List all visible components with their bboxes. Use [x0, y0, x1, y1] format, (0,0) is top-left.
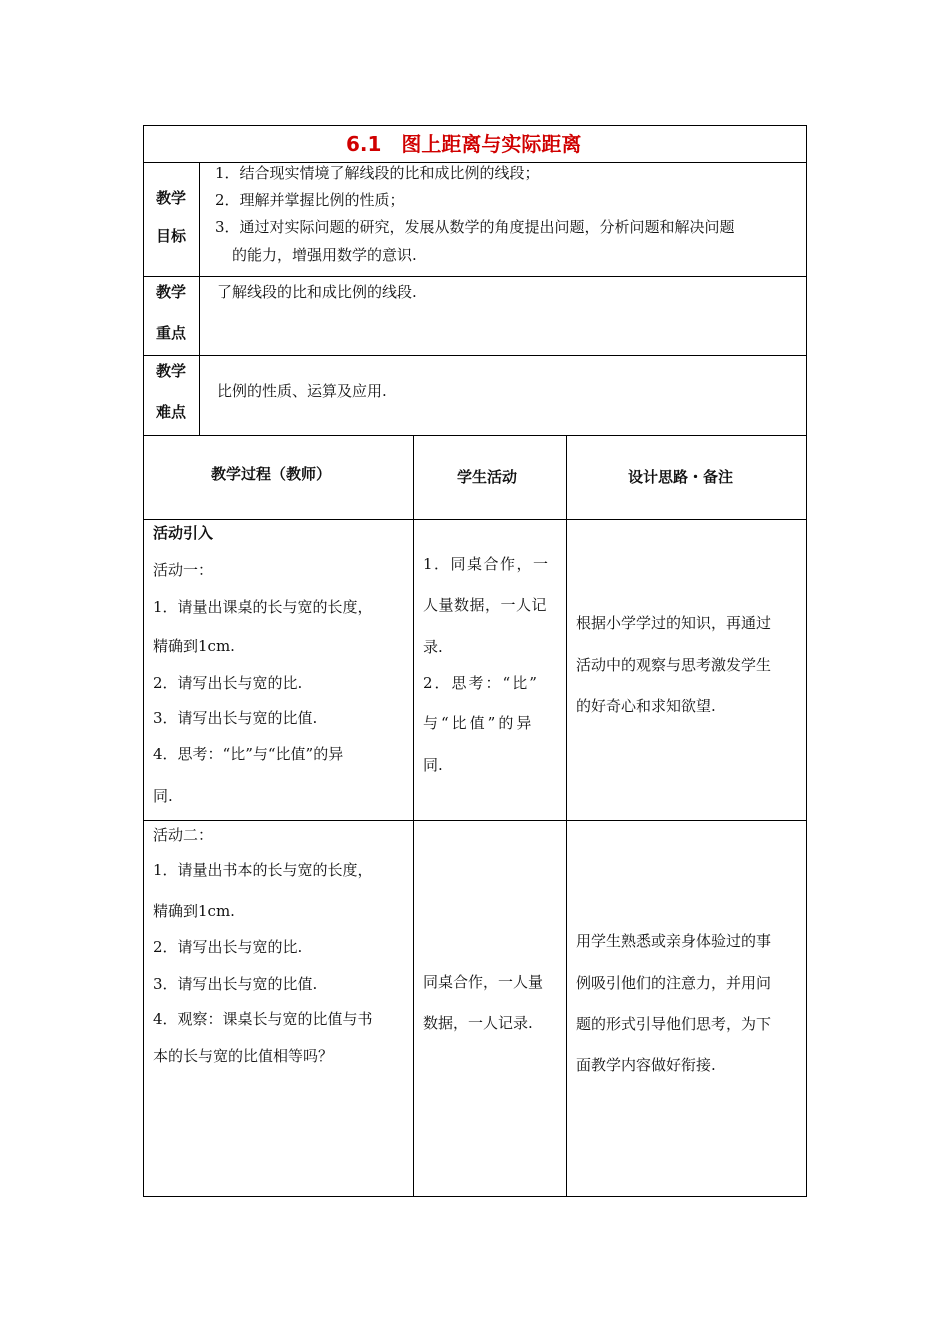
column-divider — [566, 435, 567, 1197]
student-line: 数据，一人记录. — [423, 1014, 533, 1032]
objectives-line: 1．结合现实情境了解线段的比和成比例的线段； — [215, 164, 540, 182]
student-line: 2．思考：“比” — [423, 674, 539, 692]
row-divider — [143, 162, 807, 163]
teacher-line: 1．请量出课桌的长与宽的长度， — [153, 598, 373, 616]
teacher-line: 2．请写出长与宽的比. — [153, 938, 303, 956]
row-divider — [143, 276, 807, 277]
notes-line: 用学生熟悉或亲身体验过的事 — [576, 932, 772, 950]
teacher-line: 精确到1cm. — [153, 637, 235, 655]
page-title: 6.1 图上距离与实际距离 — [346, 132, 582, 156]
column-divider — [413, 435, 414, 1197]
notes-line: 面教学内容做好衔接. — [576, 1056, 716, 1074]
teacher-line: 3．请写出长与宽的比值. — [153, 975, 318, 993]
difficulties-label-bottom: 难点 — [156, 403, 187, 421]
difficulties-label-top: 教学 — [156, 362, 187, 380]
row-divider — [143, 355, 807, 356]
row-divider — [143, 519, 807, 520]
teacher-line: 4．观察：课桌长与宽的比值与书 — [153, 1010, 373, 1028]
student-line: 同. — [423, 756, 443, 774]
student-line: 人量数据，一人记 — [423, 596, 548, 614]
teacher-line: 活动一： — [153, 561, 214, 579]
notes-line: 活动中的观察与思考激发学生 — [576, 656, 772, 674]
header-teacher: 教学过程（教师） — [211, 465, 332, 483]
student-line: 1．同桌合作，一 — [423, 555, 550, 573]
student-line: 与“比值”的异 — [423, 714, 535, 732]
teacher-line: 1．请量出书本的长与宽的长度， — [153, 861, 373, 879]
objectives-label-bottom: 目标 — [156, 227, 187, 245]
header-notes: 设计思路・备注 — [628, 468, 734, 486]
notes-line: 的好奇心和求知欲望. — [576, 697, 716, 715]
teacher-line: 同. — [153, 787, 173, 805]
objectives-line: 3．通过对实际问题的研究，发展从数学的角度提出问题，分析问题和解决问题 — [215, 218, 735, 236]
section-heading: 活动引入 — [153, 524, 214, 542]
teacher-line: 活动二： — [153, 826, 214, 844]
student-line: 同桌合作，一人量 — [423, 973, 544, 991]
teacher-line: 4．思考：“比”与“比值”的异 — [153, 745, 344, 763]
objectives-label-top: 教学 — [156, 189, 187, 207]
objectives-line: 2．理解并掌握比例的性质； — [215, 191, 405, 209]
teacher-line: 本的长与宽的比值相等吗？ — [153, 1047, 334, 1065]
row-divider — [143, 820, 807, 821]
notes-line: 例吸引他们的注意力，并用问 — [576, 974, 772, 992]
teacher-line: 3．请写出长与宽的比值. — [153, 709, 318, 727]
key-points-label-top: 教学 — [156, 283, 187, 301]
key-points-label-bottom: 重点 — [156, 324, 187, 342]
teacher-line: 精确到1cm. — [153, 902, 235, 920]
key-points-text: 了解线段的比和成比例的线段. — [217, 283, 417, 301]
difficulties-text: 比例的性质、运算及应用. — [217, 382, 387, 400]
label-column-divider — [199, 162, 200, 435]
notes-line: 根据小学学过的知识，再通过 — [576, 614, 772, 632]
header-student: 学生活动 — [457, 468, 518, 486]
notes-line: 题的形式引导他们思考，为下 — [576, 1015, 772, 1033]
row-divider — [143, 435, 807, 436]
teacher-line: 2．请写出长与宽的比. — [153, 674, 303, 692]
student-line: 录. — [423, 638, 443, 656]
objectives-line: 的能力，增强用数学的意识. — [232, 246, 417, 264]
